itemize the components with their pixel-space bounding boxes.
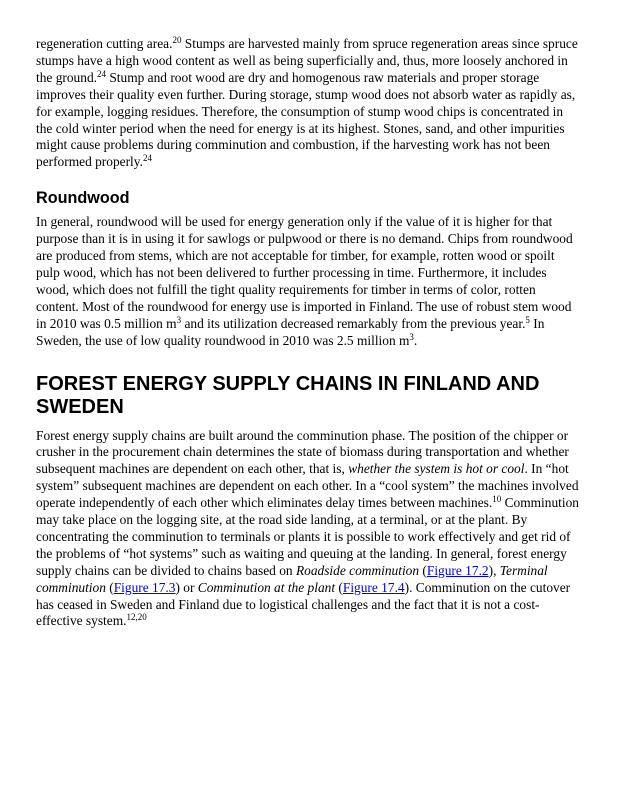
- figure-17-2-link[interactable]: Figure 17.2: [426, 562, 489, 578]
- figure-17-3-link[interactable]: Figure 17.3: [113, 579, 176, 595]
- body-paragraph-stumps: [36, 36, 581, 171]
- body-paragraph-supply-chains: [36, 428, 581, 631]
- text-run: In general, roundwood will be used for energy generation only if the value of it is higher for that purpose than it is in using it for sawlogs or pulpwood or there is no demand. Chips from roundwood are produced from stems, which are not acceptable for timber, for example, rotten wood or spoilt pulp wood, which has not been delivered to further processing in time. Furthermore, it includes wood, which does not fulfill the tight quality requirements for timber in terms of color, rotten content. Most of the roundwood for energy use is imported in Finland. The use of robust stem wood in 2010 was 0.5 million m: [36, 214, 573, 331]
- text-run: Forest energy supply chains are built around the comminution phase. The position of the chipper or crusher in the procurement chain determines the state of biomass during transportation and whether subsequent machines are dependent on each other, that is,: [36, 427, 569, 477]
- unit-superscript: 3: [409, 331, 414, 342]
- unit-superscript: 3: [176, 314, 182, 325]
- citation-superscript: 12,20: [126, 612, 147, 623]
- citation-superscript: 10: [492, 494, 502, 505]
- section-heading: FOREST ENERGY SUPPLY CHAINS IN FINLAND AND SWEDEN: [36, 372, 540, 418]
- italic-text: whether the system is hot or cool: [348, 461, 525, 477]
- text-run: Comminution may take place on the logging site, at the road side landing, at a terminal, or at the plant. By concentrating the comminution to terminals or plants it is possible to work effectively and get rid of the problems of “hot systems” such as waiting and queuing at the landing. In general, forest energy supply chains can be divided to chains based on: [36, 495, 579, 578]
- text-run: .: [413, 332, 418, 348]
- italic-text: Roadside comminution: [295, 562, 420, 578]
- text-run: ),: [488, 562, 500, 578]
- citation-superscript: 24: [142, 153, 152, 164]
- figure-17-4-link[interactable]: Figure 17.4: [342, 579, 405, 595]
- text-run: (: [105, 579, 114, 595]
- italic-text: Terminal comminution: [36, 562, 548, 595]
- text-run: . In “hot system” subsequent machines are dependent on each other. In a “cool system” the machines involved operate independently of each other which eliminates delay times between machines.: [36, 461, 579, 511]
- text-run: (: [335, 579, 343, 595]
- text-run: and its utilization decreased remarkably from the previous year.: [181, 315, 526, 331]
- citation-superscript: 5: [525, 314, 530, 325]
- text-run: ) or: [175, 579, 198, 595]
- roundwood-heading: Roundwood: [36, 189, 130, 208]
- text-run: ). Comminution on the cutover has ceased in Sweden and Finland due to logistical challenges and the fact that it is not a cost-effective system.: [36, 579, 571, 629]
- citation-superscript: 24: [97, 68, 106, 79]
- body-paragraph-roundwood: [36, 214, 581, 349]
- text-run: regeneration cutting area.: [36, 36, 173, 51]
- text-run: (: [419, 562, 427, 578]
- text-run: In Sweden, the use of low quality roundwood in 2010 was 2.5 million m: [36, 315, 545, 348]
- citation-superscript: 20: [172, 35, 182, 45]
- text-run: Stumps are harvested mainly from spruce regeneration areas since spruce stumps have a high wood content as well as being superficially and, thus, more loosely anchored in the ground.: [36, 36, 578, 85]
- italic-text: Comminution at the plant: [197, 579, 336, 595]
- text-run: Stump and root wood are dry and homogenous raw materials and proper storage improves their quality even further. During storage, stump wood does not absorb water as rapidly as, for example, logging residues. Therefore, the consumption of stump wood chips is concentrated in the cold winter period when the need for energy is at its highest. Stones, sand, and other impurities might cause problems during comminution and combustion, if the harvesting work has not been performed properly.: [36, 69, 576, 170]
